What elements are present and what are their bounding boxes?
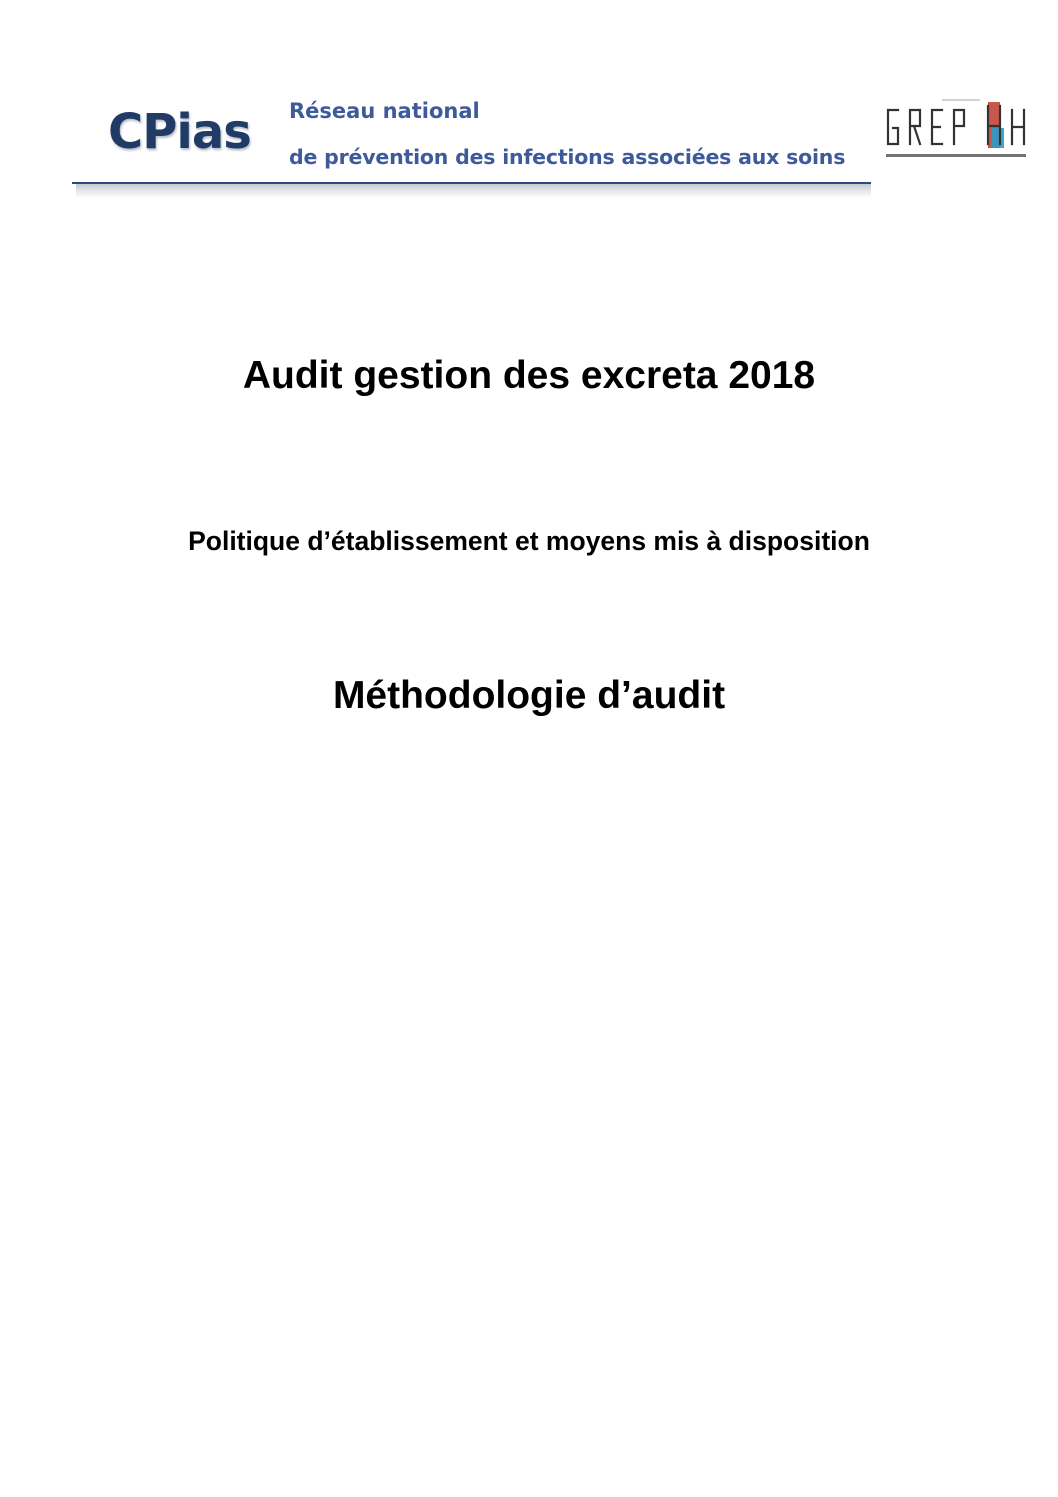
page-header [0,0,1058,210]
document-title: Audit gestion des excreta 2018 [242,354,816,397]
grephh-logo [884,98,1032,166]
network-name-line1: Réseau national [289,99,480,123]
cpias-logo: CPias [108,104,251,160]
header-divider-shadow [76,184,871,198]
document-subtitle: Politique d’établissement et moyens mis à disposition [188,526,870,556]
network-name-line2: de prévention des infections associées aux soins [289,145,846,169]
section-title: Méthodologie d’audit [332,674,726,717]
